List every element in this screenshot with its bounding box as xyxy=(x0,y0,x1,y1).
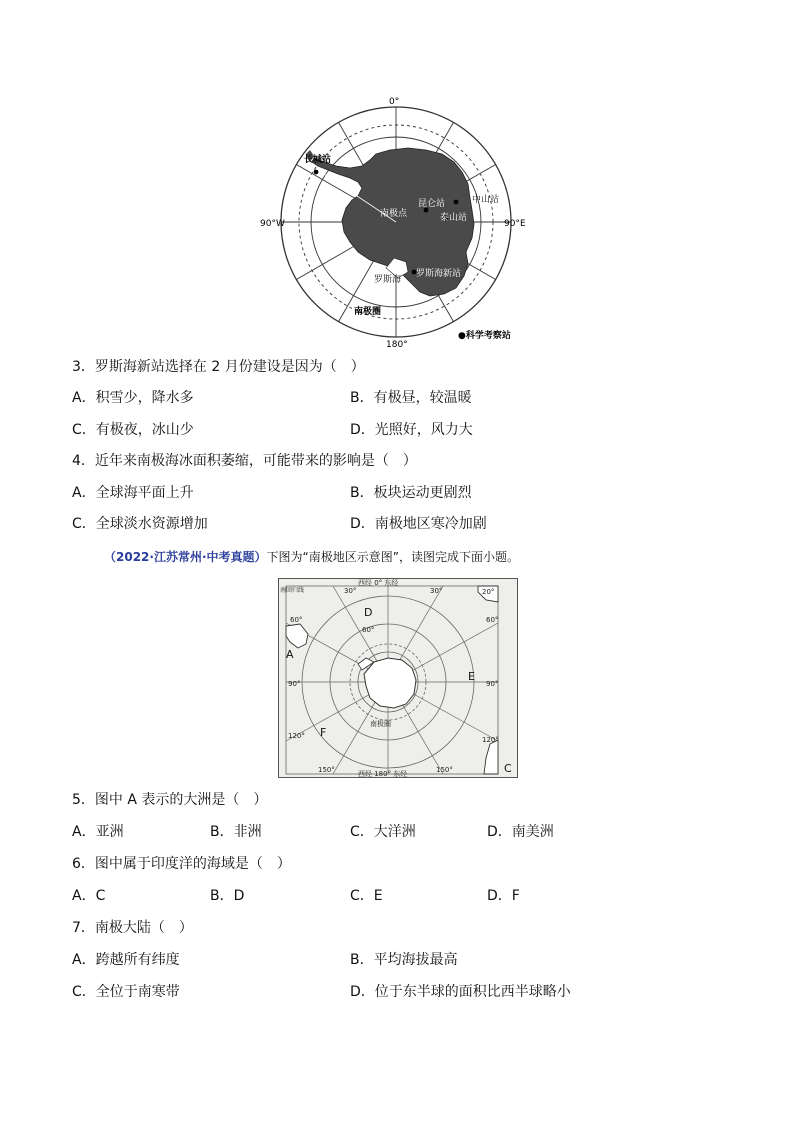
q6-option-c: C．E xyxy=(350,888,383,904)
map1-label-kunlun: 昆仑站 xyxy=(418,199,446,209)
map1-deg-top: 0° xyxy=(389,97,400,107)
map2-corner-label: 南回归线 xyxy=(280,587,305,594)
q3-stem: 3．罗斯海新站选择在 2 月份建设是因为（ ） xyxy=(72,359,365,375)
q4-option-c: C．全球淡水资源增加 xyxy=(72,516,208,532)
map1-legend: ●科学考察站 xyxy=(458,331,511,341)
q7-option-b: B．平均海拔最高 xyxy=(350,952,458,968)
q4-option-a: A．全球海平面上升 xyxy=(72,485,194,501)
q6-option-d: D．F xyxy=(487,888,520,904)
q6-option-b: B．D xyxy=(210,888,245,904)
map2-deg-60in: 60° xyxy=(362,626,375,634)
map2-label-f: F xyxy=(320,726,327,739)
map1-deg-bottom: 180° xyxy=(386,340,408,350)
map2-deg-30r: 30° xyxy=(430,587,443,595)
q7-option-d: D．位于东半球的面积比西半球略小 xyxy=(350,984,571,1000)
q4-stem: 4．近年来南极海冰面积萎缩，可能带来的影响是（ ） xyxy=(72,453,417,469)
map2-bottom-label: 西经 180° 东经 xyxy=(358,770,408,778)
map2-deg-120r: 120° xyxy=(482,736,499,744)
map2-deg-90l: 90° xyxy=(288,680,301,688)
map1-label-zhongshan: 中山站 xyxy=(472,195,500,205)
map2-deg-150l: 150° xyxy=(318,766,335,774)
map2-label-nanjiquan: 南极圈 xyxy=(370,720,391,728)
map1-label-luosihai: 罗斯海 xyxy=(374,275,402,285)
q7-option-a: A．跨越所有纬度 xyxy=(72,952,180,968)
q5-option-c: C．大洋洲 xyxy=(350,824,416,840)
south-polar-region-map xyxy=(278,578,518,778)
q5-option-a: A．亚洲 xyxy=(72,824,124,840)
intro-source: （2022·江苏常州·中考真题） xyxy=(104,550,267,564)
q4-option-d: D．南极地区寒冷加剧 xyxy=(350,516,487,532)
q6-option-a: A．C xyxy=(72,888,106,904)
q7-option-c: C．全位于南寒带 xyxy=(72,984,180,1000)
q4-option-b: B．板块运动更剧烈 xyxy=(350,485,472,501)
map1-deg-left: 90°W xyxy=(260,219,285,229)
map2-top-label: 西经 0° 东经 xyxy=(358,579,399,587)
map2-deg-90r: 90° xyxy=(486,680,499,688)
q3-option-c: C．有极夜，冰山少 xyxy=(72,422,194,438)
map1-label-nanjidian: 南极点 xyxy=(380,209,408,219)
zhongshan-station-dot xyxy=(454,200,459,205)
map2-deg-20: 20° xyxy=(482,588,495,596)
map1-label-changcheng: 长城站 xyxy=(304,155,332,165)
q3-option-a: A．积雪少，降水多 xyxy=(72,390,194,406)
map1-label-nanjiquan: 南极圈 xyxy=(354,307,382,317)
map2-deg-60l: 60° xyxy=(290,616,303,624)
map2-label-d: D xyxy=(364,606,373,619)
intro-text: 下图为“南极地区示意图”，读图完成下面小题。 xyxy=(266,550,519,564)
q7-stem: 7．南极大陆（ ） xyxy=(72,920,193,936)
map2-label-a: A xyxy=(286,648,294,661)
q3-option-d: D．光照好，风力大 xyxy=(350,422,473,438)
q3-option-b: B．有极昼，较温暖 xyxy=(350,390,472,406)
map2-deg-60r: 60° xyxy=(486,616,499,624)
changcheng-station-dot xyxy=(314,170,319,175)
map2-deg-150r: 150° xyxy=(436,766,453,774)
map1-deg-right: 90°E xyxy=(504,219,526,229)
map2-deg-120l: 120° xyxy=(288,732,305,740)
map2-deg-30l: 30° xyxy=(344,587,357,595)
map2-label-c: C xyxy=(504,762,512,775)
map1-label-taishan: 泰山站 xyxy=(440,213,468,223)
map2-label-e: E xyxy=(468,670,475,683)
q5-option-b: B．非洲 xyxy=(210,824,262,840)
intro-line xyxy=(104,548,519,566)
map1-label-luosihai-xin: 罗斯海新站 xyxy=(416,269,462,279)
q5-option-d: D．南美洲 xyxy=(487,824,554,840)
antarctica-stations-map xyxy=(258,92,528,350)
q5-stem: 5．图中 A 表示的大洲是（ ） xyxy=(72,792,268,808)
q6-stem: 6．图中属于印度洋的海域是（ ） xyxy=(72,856,291,872)
